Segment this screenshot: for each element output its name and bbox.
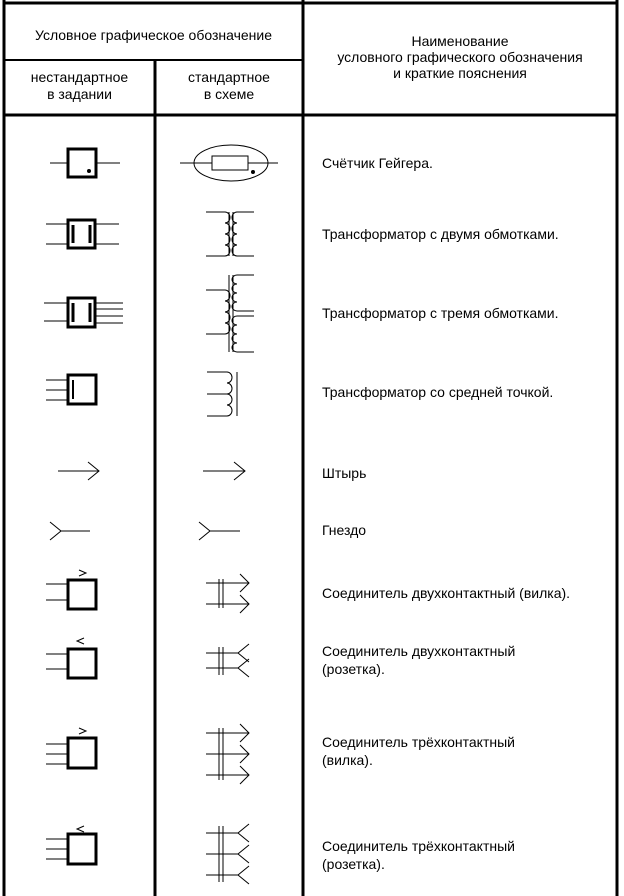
- row-socket-description: Гнездо: [322, 522, 367, 538]
- row-transformer2-description: Трансформатор с двумя обмотками.: [322, 226, 559, 242]
- header-description-line3: и краткие пояснения: [393, 65, 527, 81]
- header-standard-line1: стандартное: [188, 69, 270, 85]
- header-nonstandard-line2: в задании: [47, 86, 112, 102]
- header-standard-line2: в схеме: [203, 86, 255, 102]
- row-transformer3-description: Трансформатор с тремя обмотками.: [322, 305, 559, 321]
- header-description-line2: условного графического обозначения: [337, 49, 583, 65]
- row-connector3-socket-description-line1: Соединитель трёхконтактный: [322, 838, 515, 854]
- row-geiger-description: Счётчик Гейгера.: [322, 155, 433, 171]
- row-connector2-plug-description: Соединитель двухконтактный (вилка).: [322, 585, 571, 601]
- header-description-line1: Наименование: [411, 33, 509, 49]
- row-pin-description: Штырь: [322, 465, 367, 481]
- row-transformer-centertap-description: Трансформатор со средней точкой.: [322, 384, 554, 400]
- row-connector3-plug-description-line2: (вилка).: [322, 752, 373, 768]
- row-connector2-socket-description-line1: Соединитель двухконтактный: [322, 643, 516, 659]
- row-connector2-socket-description-line2: (розетка).: [322, 661, 385, 677]
- row-connector3-socket-description-line2: (розетка).: [322, 856, 385, 872]
- header-group-title: Условное графическое обозначение: [34, 27, 273, 43]
- row-connector3-plug-description-line1: Соединитель трёхконтактный: [322, 734, 515, 750]
- header-nonstandard-line1: нестандартное: [30, 69, 129, 85]
